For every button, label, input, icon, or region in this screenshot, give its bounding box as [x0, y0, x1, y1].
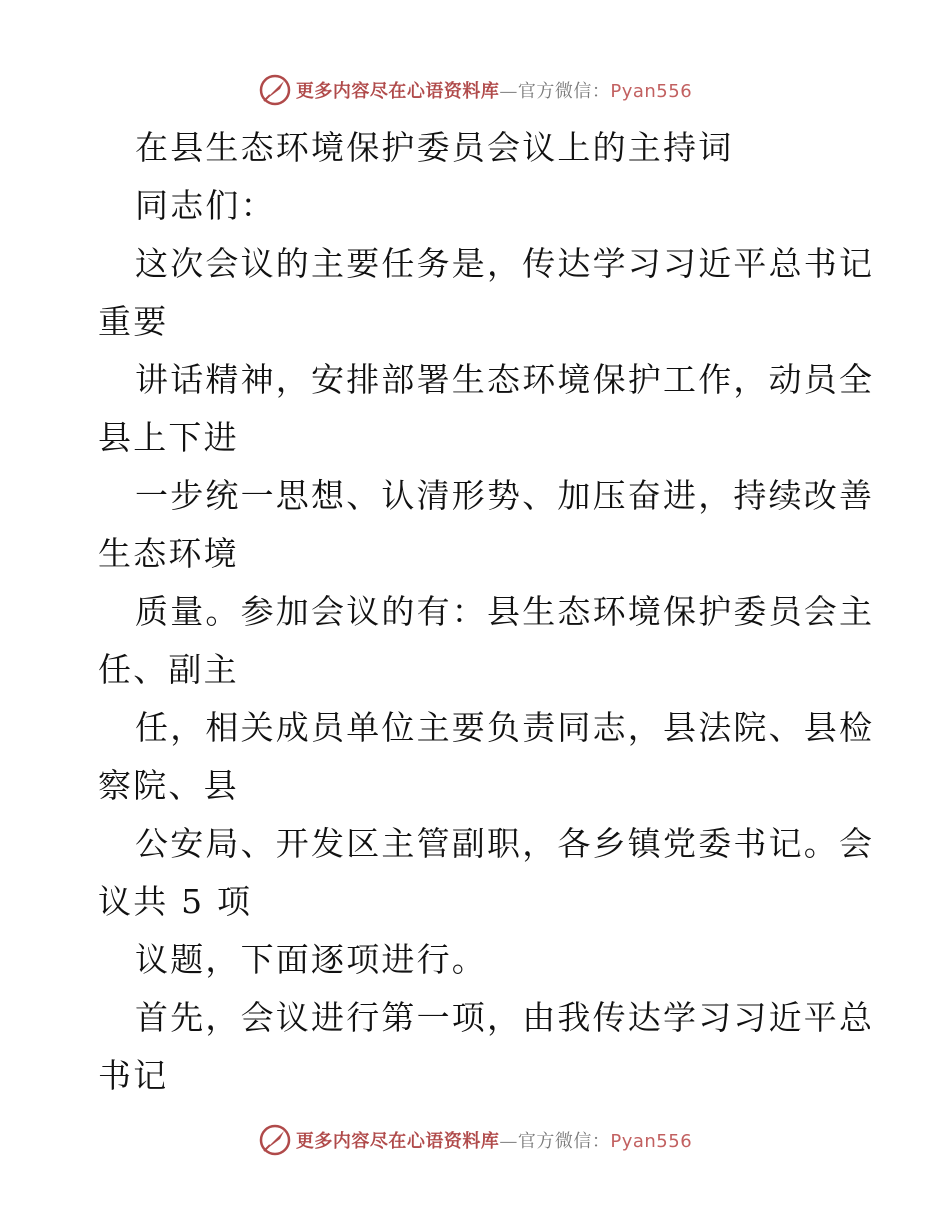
- body-line: 这次会议的主要任务是，传达学习习近平总书记: [135, 244, 875, 283]
- body-line: 县上下进: [98, 418, 239, 457]
- document-title: 在县生态环境保护委员会议上的主持词: [135, 128, 734, 167]
- body-line: 讲话精神，安排部署生态环境保护工作，动员全: [135, 360, 875, 399]
- quill-logo-icon: [258, 73, 292, 107]
- watermark-wechat-label: 官方微信：: [517, 81, 611, 102]
- watermark-wechat-label: 官方微信：: [517, 1131, 611, 1152]
- body-line: 议题，下面逐项进行。: [135, 940, 487, 979]
- watermark-wechat-id: Pyan556: [610, 81, 693, 102]
- watermark-site-name: 更多内容尽在心语资料库: [295, 1131, 500, 1152]
- body-line: 书记: [98, 1056, 169, 1095]
- body-line: 任、副主: [98, 650, 239, 689]
- body-line: 质量。参加会议的有：县生态环境保护委员会主: [135, 592, 875, 631]
- body-line: 一步统一思想、认清形势、加压奋进，持续改善: [135, 476, 875, 515]
- watermark-wechat-id: Pyan556: [610, 1131, 693, 1152]
- watermark-text: [296, 1127, 692, 1153]
- body-line: 议共 5 项: [98, 882, 253, 921]
- body-line: 重要: [98, 302, 169, 341]
- body-line: 公安局、开发区主管副职，各乡镇党委书记。会: [135, 824, 875, 863]
- body-line: 察院、县: [98, 766, 239, 805]
- watermark-text: [296, 77, 692, 103]
- header-watermark-banner: [0, 72, 950, 108]
- body-line: 生态环境: [98, 534, 239, 573]
- watermark-dash: —: [499, 81, 518, 102]
- quill-logo-icon: [258, 1123, 292, 1157]
- salutation: 同志们：: [135, 186, 276, 225]
- body-line: 首先，会议进行第一项，由我传达学习习近平总: [135, 998, 875, 1037]
- footer-watermark-banner: [0, 1122, 950, 1158]
- body-line: 任，相关成员单位主要负责同志，县法院、县检: [135, 708, 875, 747]
- watermark-dash: —: [499, 1131, 518, 1152]
- watermark-site-name: 更多内容尽在心语资料库: [295, 81, 500, 102]
